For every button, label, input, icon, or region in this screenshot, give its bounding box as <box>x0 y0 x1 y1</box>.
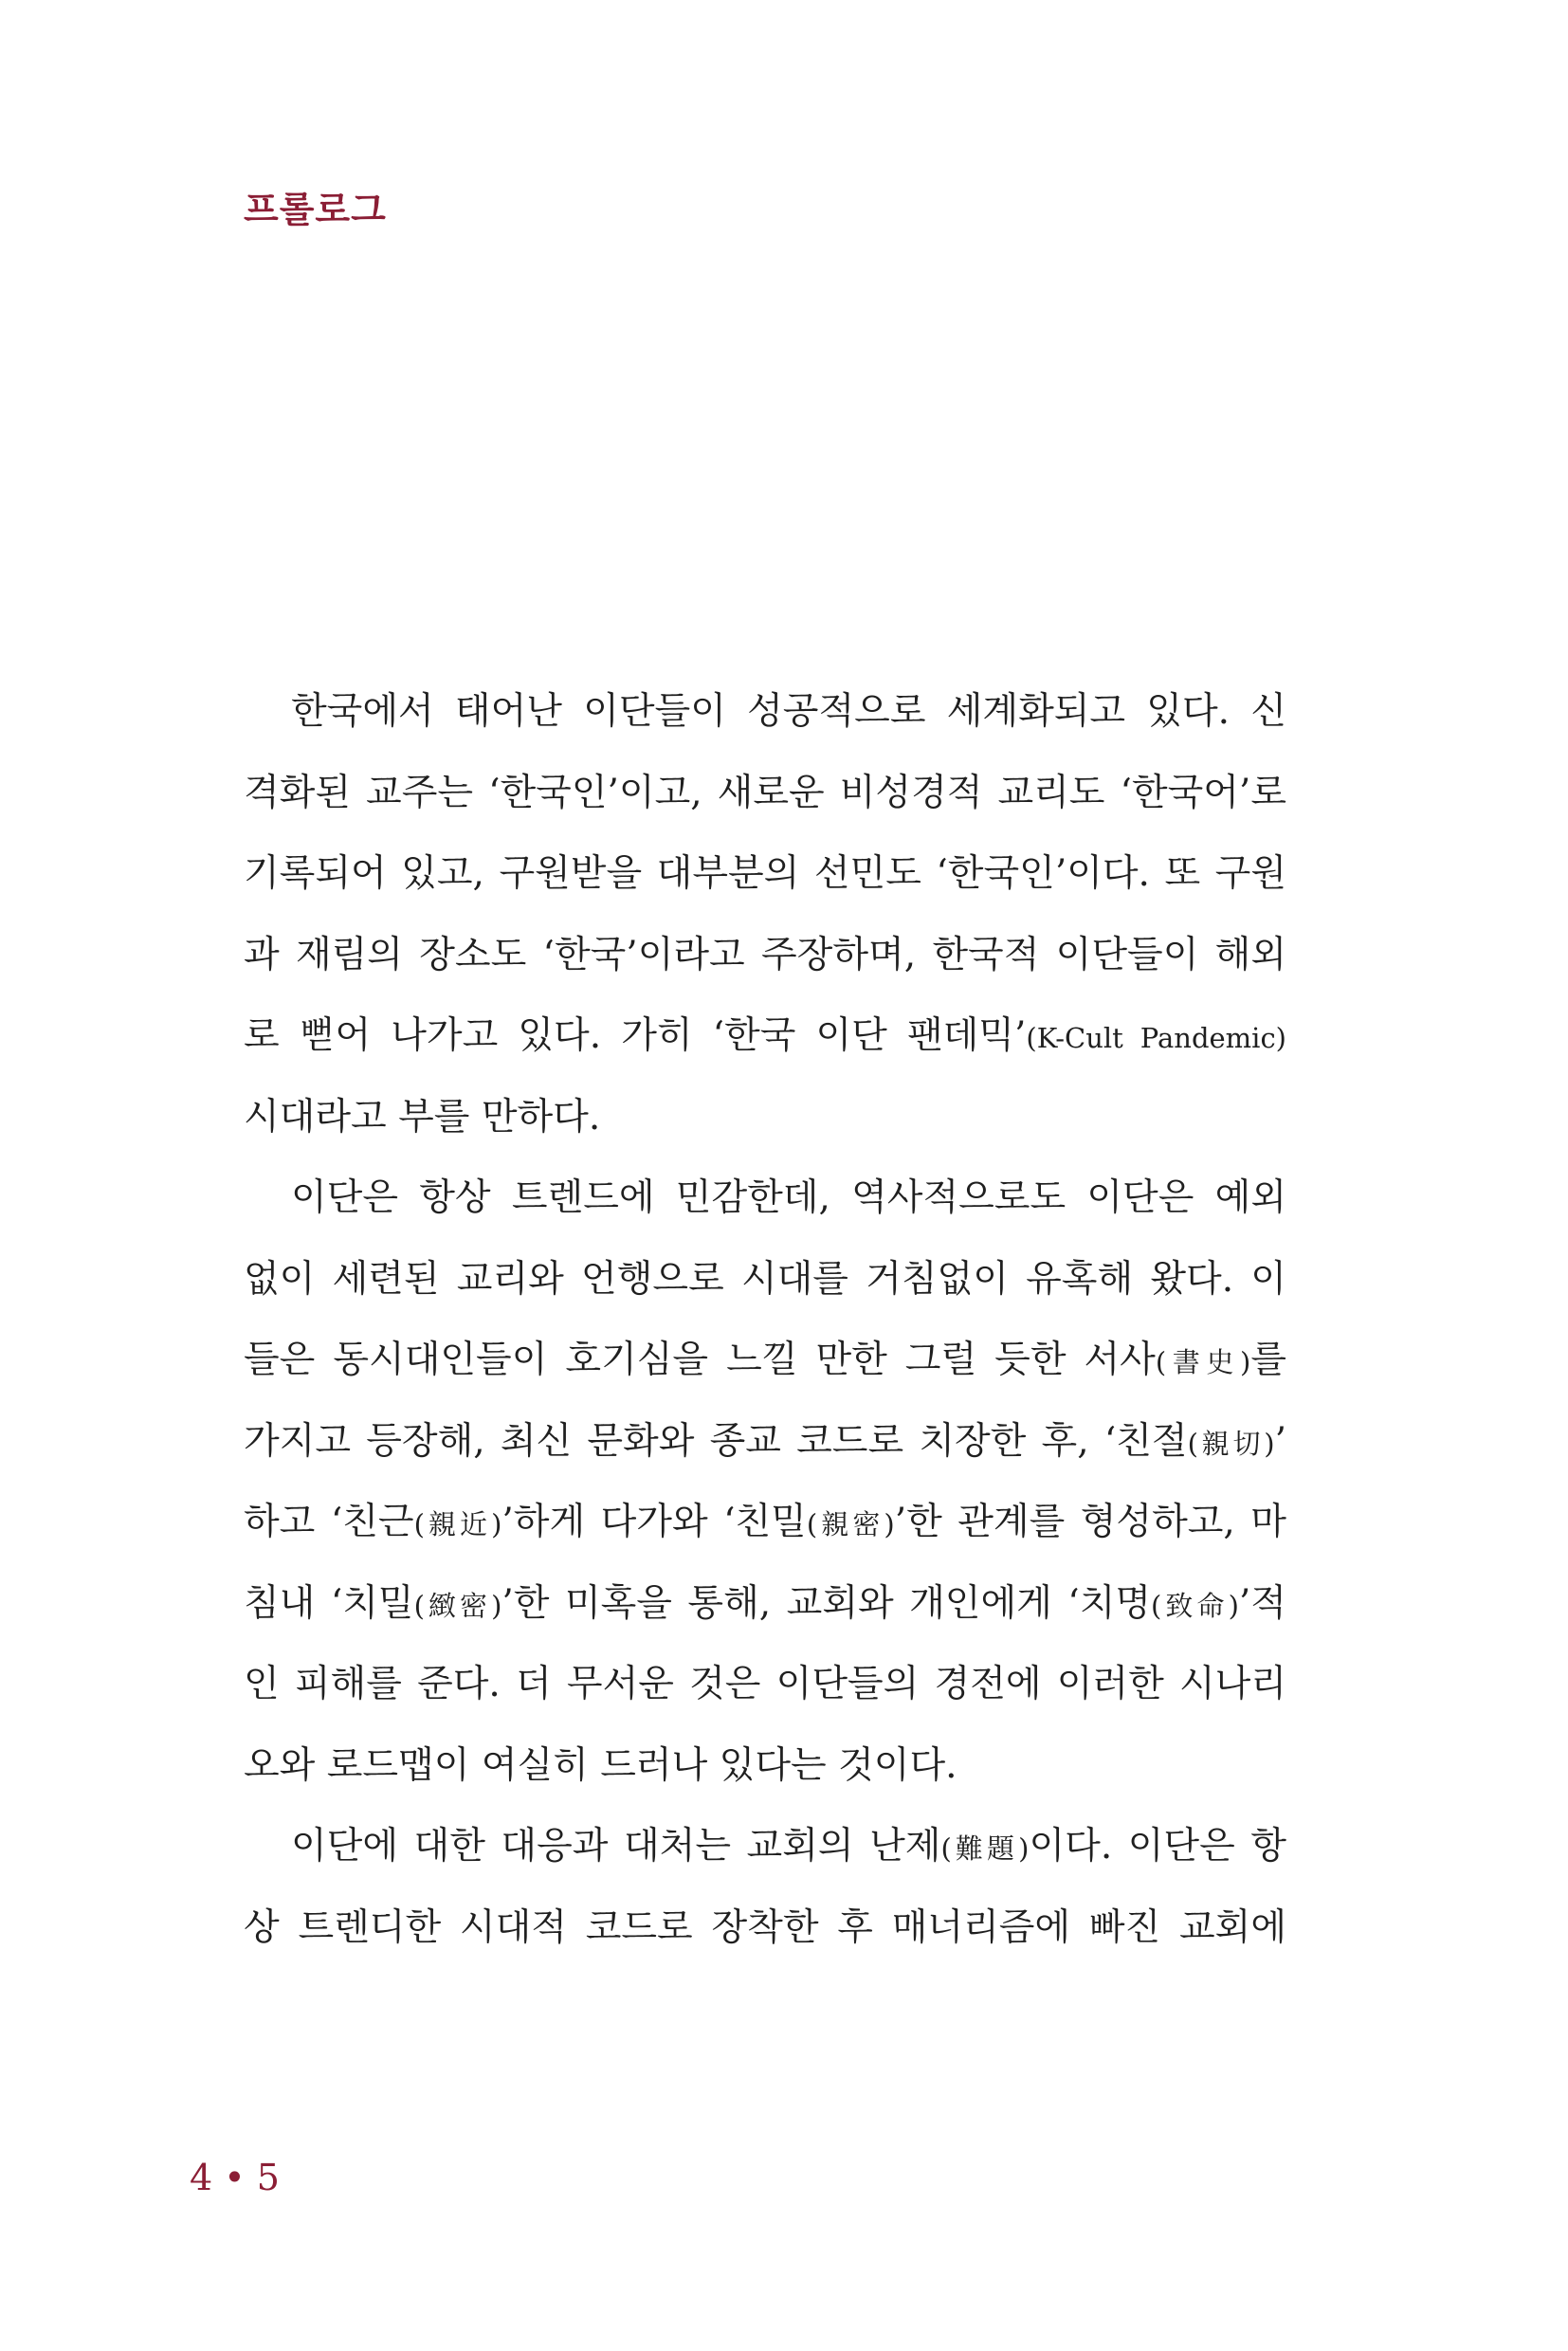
text-line: 격화된 교주는 ‘한국인’이고, 새로운 비성경적 교리도 ‘한국어’로 <box>244 771 1286 814</box>
text-line: 이단은 항상 트렌드에 민감한데, 역사적으로도 이단은 예외 <box>291 1176 1286 1219</box>
text-segment: 들은 동시대인들이 호기심을 느낄 만한 그럴 듯한 서사 <box>244 1339 1156 1381</box>
text-segment-small: (緻密) <box>413 1589 502 1622</box>
text-line <box>244 995 1286 1077</box>
body-text <box>244 671 1286 1968</box>
text-segment: ’하게 다가와 ‘친밀 <box>501 1501 807 1543</box>
text-line: 한국에서 태어난 이단들이 성공적으로 세계화되고 있다. 신 <box>291 690 1286 733</box>
text-line: 과 재림의 장소도 ‘한국’이라고 주장하며, 한국적 이단들이 해외 <box>244 933 1286 976</box>
text-segment-small: (親切) <box>1187 1427 1275 1460</box>
text-line: 상 트렌디한 시대적 코드로 장착한 후 매너리즘에 빠진 교회에 <box>244 1905 1286 1949</box>
text-segment-small: (親近) <box>413 1508 502 1540</box>
text-segment: 를 <box>1250 1339 1286 1381</box>
text-line: 인 피해를 준다. 더 무서운 것은 이단들의 경전에 이러한 시나리 <box>244 1663 1286 1705</box>
text-line: 시대라고 부를 만하다. <box>244 1095 601 1139</box>
text-segment-small: (難題) <box>940 1832 1030 1865</box>
text-line <box>244 1482 1286 1563</box>
text-segment: 이단에 대한 대응과 대처는 교회의 난제 <box>291 1825 941 1868</box>
text-segment: 이다. 이단은 항 <box>1029 1825 1286 1868</box>
section-title: 프롤로그 <box>244 189 387 230</box>
text-line <box>244 1320 1286 1401</box>
text-segment: 침내 ‘치밀 <box>244 1581 414 1625</box>
text-segment: 로 뻗어 나가고 있다. 가히 ‘한국 이단 팬데믹’ <box>244 1014 1027 1057</box>
text-segment: ’한 관계를 형성하고, 마 <box>894 1501 1286 1543</box>
text-segment: 가지고 등장해, 최신 문화와 종교 코드로 치장한 후, ‘친절 <box>244 1419 1188 1463</box>
text-segment-small: (親密) <box>806 1508 895 1540</box>
text-segment: ’한 미혹을 통해, 교회와 개인에게 ‘치명 <box>501 1581 1152 1625</box>
text-segment-small: (書史) <box>1155 1346 1251 1378</box>
text-line: 오와 로드맵이 여실히 드러나 있다는 것이다. <box>244 1743 957 1787</box>
text-segment: ’적 <box>1238 1581 1286 1625</box>
text-line <box>244 1563 1286 1645</box>
text-line: 기록되어 있고, 구원받을 대부분의 선민도 ‘한국인’이다. 또 구원 <box>244 852 1286 895</box>
text-segment: 하고 ‘친근 <box>244 1501 414 1543</box>
page-number: 4 • 5 <box>190 2157 280 2198</box>
text-segment-small: (K-Cult Pandemic) <box>1026 1022 1286 1054</box>
text-segment-small: (致命) <box>1151 1589 1239 1622</box>
text-line <box>244 1806 1286 1887</box>
text-line <box>244 1401 1286 1483</box>
text-line: 없이 세련된 교리와 언행으로 시대를 거침없이 유혹해 왔다. 이 <box>244 1257 1286 1301</box>
text-segment: ’ <box>1274 1419 1286 1463</box>
